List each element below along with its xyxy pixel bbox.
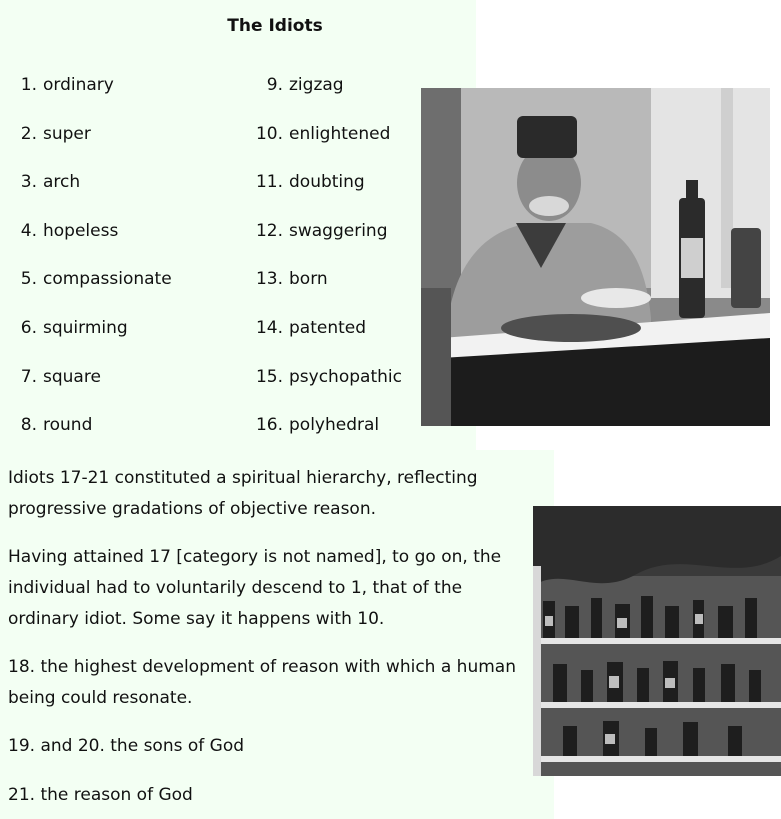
item-word: super [43,123,91,144]
list-item [0,315,240,364]
item-number: 3. [20,172,37,193]
item-word: square [43,366,101,387]
item-number: 9. [266,75,283,95]
list-item [240,121,430,170]
paragraph-18: 18. the highest development of reason with which a human being could resonate. [8,657,516,708]
item-number: 14. [255,317,283,338]
item-word: ordinary [43,75,114,95]
list-item [240,364,430,413]
list-item [240,315,430,364]
item-number: 8. [20,415,37,436]
item-word: zigzag [289,75,344,95]
item-number: 13. [255,269,283,290]
list-item [0,266,240,315]
page-title: The Idiots [227,16,323,36]
list-item [0,218,240,267]
list-item [240,412,430,461]
list-item [0,364,240,413]
item-word: compassionate [43,269,172,290]
item-word: patented [289,317,367,338]
item-word: round [43,415,93,436]
photo-bottle-shelves [533,506,781,776]
list-item [240,266,430,315]
item-number: 12. [255,220,283,241]
list-item [240,218,430,267]
item-word: enlightened [289,123,391,144]
item-word: polyhedral [289,415,380,436]
idiots-list-left [0,72,240,461]
item-word: doubting [289,172,365,193]
item-number: 10. [255,123,283,144]
list-item [240,72,430,121]
item-number: 5. [20,269,37,290]
item-number: 15. [255,366,283,387]
item-word: born [289,269,328,290]
item-number: 16. [255,415,283,436]
item-number: 4. [20,220,37,241]
item-number: 11. [255,172,283,193]
paragraph-21: 21. the reason of God [8,785,193,805]
item-word: psychopathic [289,366,402,387]
list-item [0,412,240,461]
paragraph-19-20: 19. and 20. the sons of God [8,736,245,756]
list-item [240,169,430,218]
list-item [0,121,240,170]
idiots-list-right [240,72,430,461]
photo-man-at-table [421,88,770,426]
item-word: hopeless [43,220,119,241]
item-number: 2. [20,123,37,144]
item-number: 6. [20,317,37,338]
paragraph-hierarchy: Idiots 17-21 constituted a spiritual hierarchy, reflecting progressive gradations of objective reason. [8,468,478,519]
item-word: squirming [43,317,128,338]
paragraph-descend: Having attained 17 [category is not named], to go on, the individual had to voluntarily descend to 1, that of the ordinary idiot. Some say it happens with 10. [8,547,502,629]
item-word: swaggering [289,220,388,241]
item-word: arch [43,172,81,193]
list-item [0,169,240,218]
item-number: 7. [20,366,37,387]
list-item [0,72,240,121]
item-number: 1. [20,75,37,95]
